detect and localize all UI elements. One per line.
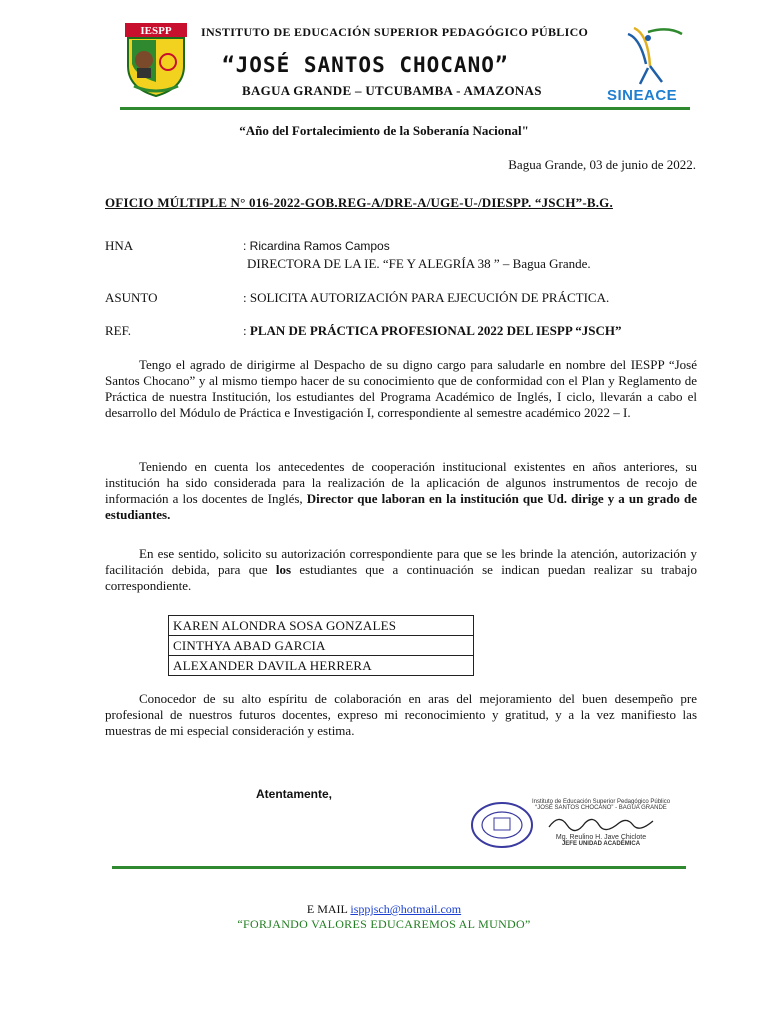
ref-value-line xyxy=(243,323,622,339)
paragraph-4 xyxy=(105,691,697,739)
year-motto: “Año del Fortalecimiento de la Soberanía Nacional" xyxy=(239,123,529,138)
institute-name: “JOSÉ SANTOS CHOCANO” xyxy=(222,53,509,77)
hna-label: HNA xyxy=(105,238,134,253)
student-name: ALEXANDER DAVILA HERRERA xyxy=(169,656,474,676)
ref-colon: : xyxy=(243,323,250,338)
students-table xyxy=(168,615,474,676)
sineace-logo xyxy=(618,24,688,86)
institute-title: INSTITUTO DE EDUCACIÓN SUPERIOR PEDAGÓGICO PÚBLICO xyxy=(201,25,589,39)
student-name: CINTHYA ABAD GARCIA xyxy=(169,636,474,656)
hna-value: : Ricardina Ramos Campos xyxy=(243,239,390,253)
table-row xyxy=(169,636,474,656)
paragraph-3 xyxy=(105,546,697,594)
paragraph-3-text-a: En ese sentido, solicito su autorización correspondiente para que se les brinde la atención, autorización y facilitación debida, para que xyxy=(105,546,697,577)
signature-institute: Instituto de Educación Superior Pedagógico Público xyxy=(531,799,671,805)
ref-value: PLAN DE PRÁCTICA PROFESIONAL 2022 DEL IESPP “JSCH” xyxy=(249,323,622,338)
official-stamp xyxy=(470,800,534,850)
mail-label: E MAIL xyxy=(306,902,351,916)
paragraph-3-bold: los xyxy=(275,562,291,577)
institute-location: BAGUA GRANDE – UTCUBAMBA - AMAZONAS xyxy=(242,83,542,98)
footer-slogan: “FORJANDO VALORES EDUCAREMOS AL MUNDO” xyxy=(237,917,531,931)
signature-scribble xyxy=(541,811,661,833)
document-date: Bagua Grande, 03 de junio de 2022. xyxy=(508,157,696,172)
paragraph-1 xyxy=(105,357,697,421)
student-name: KAREN ALONDRA SOSA GONZALES xyxy=(169,616,474,636)
paragraph-2-bold: Director que laboran en la institución que Ud. dirige y a un grado de estudiantes. xyxy=(105,491,698,522)
hna-role: DIRECTORA DE LA IE. “FE Y ALEGRÍA 38 ” – Bagua Grande. xyxy=(247,256,591,271)
signature-school: “JOSÉ SANTOS CHOCANO” - BAGUA GRANDE xyxy=(535,805,667,811)
paragraph-2 xyxy=(105,459,697,523)
oficio-number: OFICIO MÚLTIPLE N° 016-2022-GOB.REG-A/DRE-A/UGE-U-/DIESPP. “JSCH”-B.G. xyxy=(105,195,613,210)
header-divider xyxy=(120,107,690,110)
signature-role: JEFE UNIDAD ACADÉMICA xyxy=(561,841,641,847)
svg-text:IESPP: IESPP xyxy=(140,25,172,37)
footer-divider xyxy=(112,866,686,869)
paragraph-1-text: Tengo el agrado de dirigirme al Despacho de su digno cargo para saludarle en nombre del IESPP “José Santos Chocano” y al mismo tiempo hacer de su conocimiento que de conformidad con el Plan y Reglamento de Práctica de nuestra Institución, los estudiantes del Programa Académico de Inglés, I ciclo, llevarán a cabo el desarrollo del Módulo de Práctica e Investigación I, correspondiente al semestre académico 2022 – I. xyxy=(105,357,697,420)
table-row xyxy=(169,656,474,676)
paragraph-2-text: Teniendo en cuenta los antecedentes de cooperación institucional existentes en años anteriores, su institución ha sido considerada para la realización de la aplicación de algunos instrumentos de recojo de información a los docentes de Inglés, xyxy=(105,459,697,506)
sineace-text: SINEACE xyxy=(607,87,678,104)
iespp-logo xyxy=(124,22,188,98)
signature-block xyxy=(526,799,676,847)
table-row xyxy=(169,616,474,636)
closing: Atentamente, xyxy=(256,787,333,801)
ref-label: REF. xyxy=(105,323,132,338)
asunto-value: : SOLICITA AUTORIZACIÓN PARA EJECUCIÓN DE PRÁCTICA. xyxy=(243,290,610,305)
paragraph-3-text-b: estudiantes que a continuación se indican puedan realizar su trabajo correspondiente. xyxy=(105,562,697,593)
paragraph-4-text: Conocedor de su alto espíritu de colaboración en aras del mejoramiento del buen desempeño pre profesional de nuestros futuros docentes, expreso mi reconocimiento y gratitud, y a la vez manifiesto las muestras de mi especial consideración y estima. xyxy=(105,691,697,738)
signature-name: Mg. Reulino H. Jave Chiclote xyxy=(555,834,647,841)
email-link[interactable]: isppjsch@hotmail.com xyxy=(350,902,462,916)
footer-mail xyxy=(0,902,768,917)
asunto-label: ASUNTO xyxy=(105,290,158,305)
